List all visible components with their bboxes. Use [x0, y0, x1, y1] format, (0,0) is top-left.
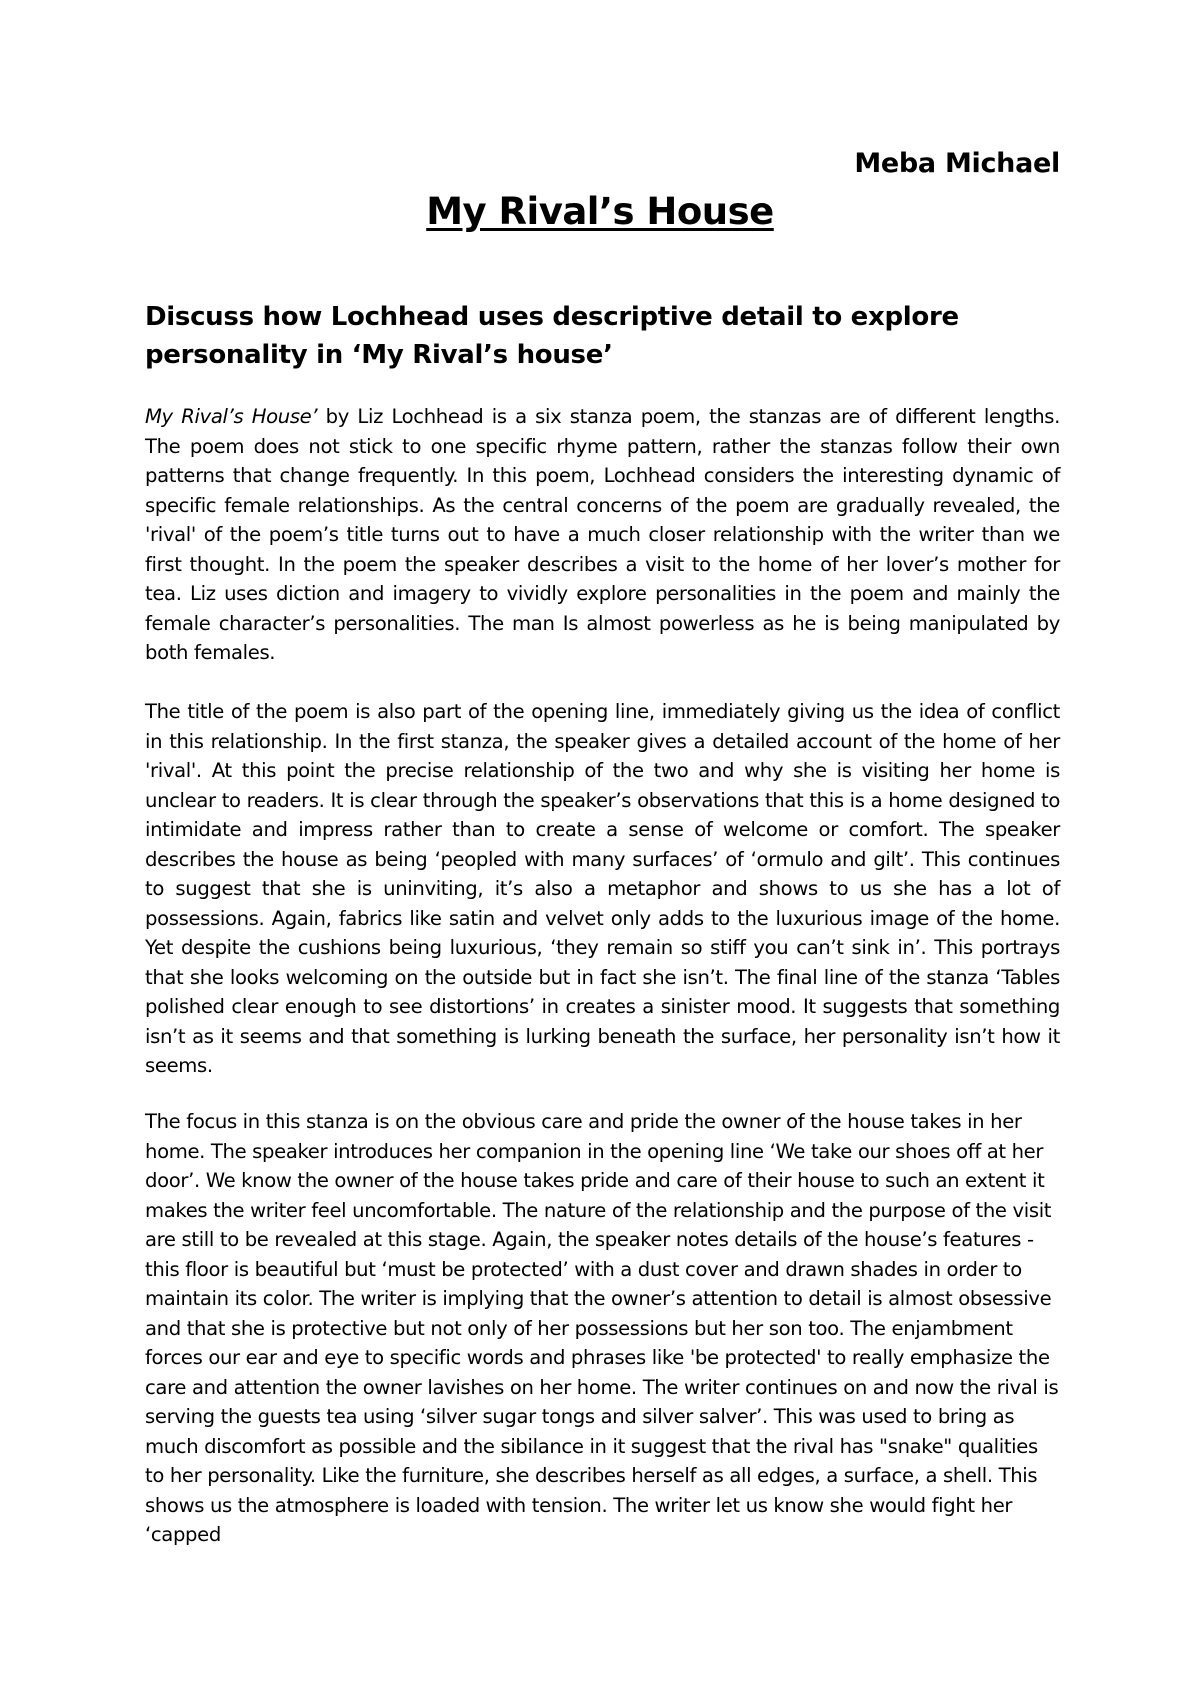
essay-question: Discuss how Lochhead uses descriptive detail to explore personality in ‘My Rival’s house’: [145, 302, 959, 370]
paragraph-2: The title of the poem is also part of the opening line, immediately giving us the idea of conflict in this relationship. In the first stanza, the speaker gives a detailed account of the home of her 'rival'. At this point the precise relationship of the two and why she is visiting her home is unclear to readers. It is clear through the speaker’s observations that this is a home designed to intimidate and impress rather than to create a sense of welcome or comfort. The speaker describes the house as being ‘peopled with many surfaces’ of ‘ormulo and gilt’. This continues to suggest that she is uninviting, it’s also a metaphor and shows to us she has a lot of possessions. Again, fabrics like satin and velvet only adds to the luxurious image of the home. Yet despite the cushions being luxurious, ‘they remain so stiff you can’t sink in’. This portrays that she looks welcoming on the outside but in fact she isn’t. The final line of the stanza ‘Tables polished clear enough to see distortions’ in creates a sinister mood. It suggests that something isn’t as it seems and that something is lurking beneath the surface, her personality isn’t how it seems.: [145, 700, 1060, 1077]
document-title: My Rival’s House: [426, 190, 774, 233]
paragraph-1: [145, 402, 1060, 668]
poem-title-italic: My Rival’s House’: [145, 405, 318, 428]
paragraph-3: The focus in this stanza is on the obvious care and pride the owner of the house takes in her home. The speaker introduces her companion in the opening line ‘We take our shoes off at her door’. We know the owner of the house takes pride and care of their house to such an extent it makes the writer feel uncomfortable. The nature of the relationship and the purpose of the visit are still to be revealed at this stage. Again, the speaker notes details of the house’s features - this floor is beautiful but ‘must be protected’ with a dust cover and drawn shades in order to maintain its color. The writer is implying that the owner’s attention to detail is almost obsessive and that she is protective but not only of her possessions but her son too. The enjambment forces our ear and eye to specific words and phrases like 'be protected' to really emphasize the care and attention the owner lavishes on her home. The writer continues on and now the rival is serving the guests tea using ‘silver sugar tongs and silver salver’. This was used to bring as much discomfort as possible and the sibilance in it suggest that the rival has "snake" qualities to her personality. Like the furniture, she describes herself as all edges, a surface, a shell. This shows us the atmosphere is loaded with tension. The writer let us know she would fight her ‘capped: [145, 1110, 1059, 1546]
paragraph-1-text: by Liz Lochhead is a six stanza poem, the stanzas are of different lengths. The poem does not stick to one specific rhyme pattern, rather the stanzas follow their own patterns that change frequently. In this poem, Lochhead considers the interesting dynamic of specific female relationships. As the central concerns of the poem are gradually revealed, the 'rival' of the poem’s title turns out to have a much closer relationship with the writer than we first thought. In the poem the speaker describes a visit to the home of her lover’s mother for tea. Liz uses diction and imagery to vividly explore personalities in the poem and mainly the female character’s personalities. The man Is almost powerless as he is being manipulated by both females.: [145, 405, 1060, 664]
author-name: Meba Michael: [854, 148, 1060, 179]
